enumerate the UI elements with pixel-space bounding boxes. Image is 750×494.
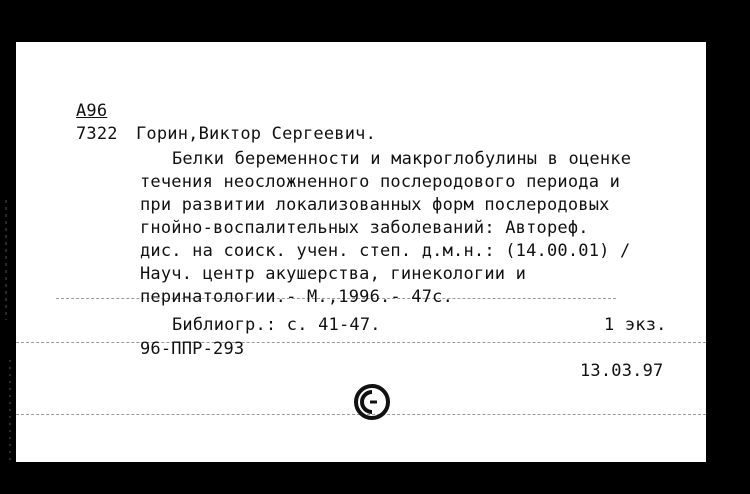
title-line: при развитии локализованных форм послеродовых [140, 195, 610, 215]
title-line: течения неосложненного послеродового периода и [140, 172, 621, 192]
shelf-mark: A96 [76, 101, 108, 121]
author-name: Горин,Виктор Сергеевич. [136, 124, 377, 144]
registry-code: 96-ППР-293 [140, 339, 245, 359]
title-line: Белки беременности и макроглобулины в оценке [172, 149, 632, 169]
title-line: Науч. центр акушерства, гинекологии и [140, 264, 527, 284]
scan-edge-marks [0, 180, 16, 480]
copies-count: 1 экз. [604, 315, 667, 335]
record-number: 7322 [76, 124, 118, 144]
title-line: перинатологии.- М.,1996.- 47с. [140, 287, 454, 307]
catalog-date: 13.03.97 [580, 361, 664, 381]
scan-border [0, 462, 750, 494]
title-line: гнойно-воспалительных заболеваний: Автореф. [140, 218, 589, 238]
dashed-rule [16, 342, 706, 343]
library-stamp-icon [352, 382, 392, 422]
title-line: дис. на соиск. учен. степ. д.м.н.: (14.00.01) / [140, 241, 631, 261]
catalog-card [16, 42, 706, 462]
bibliography-note: Библиогр.: с. 41-47. [172, 315, 381, 335]
